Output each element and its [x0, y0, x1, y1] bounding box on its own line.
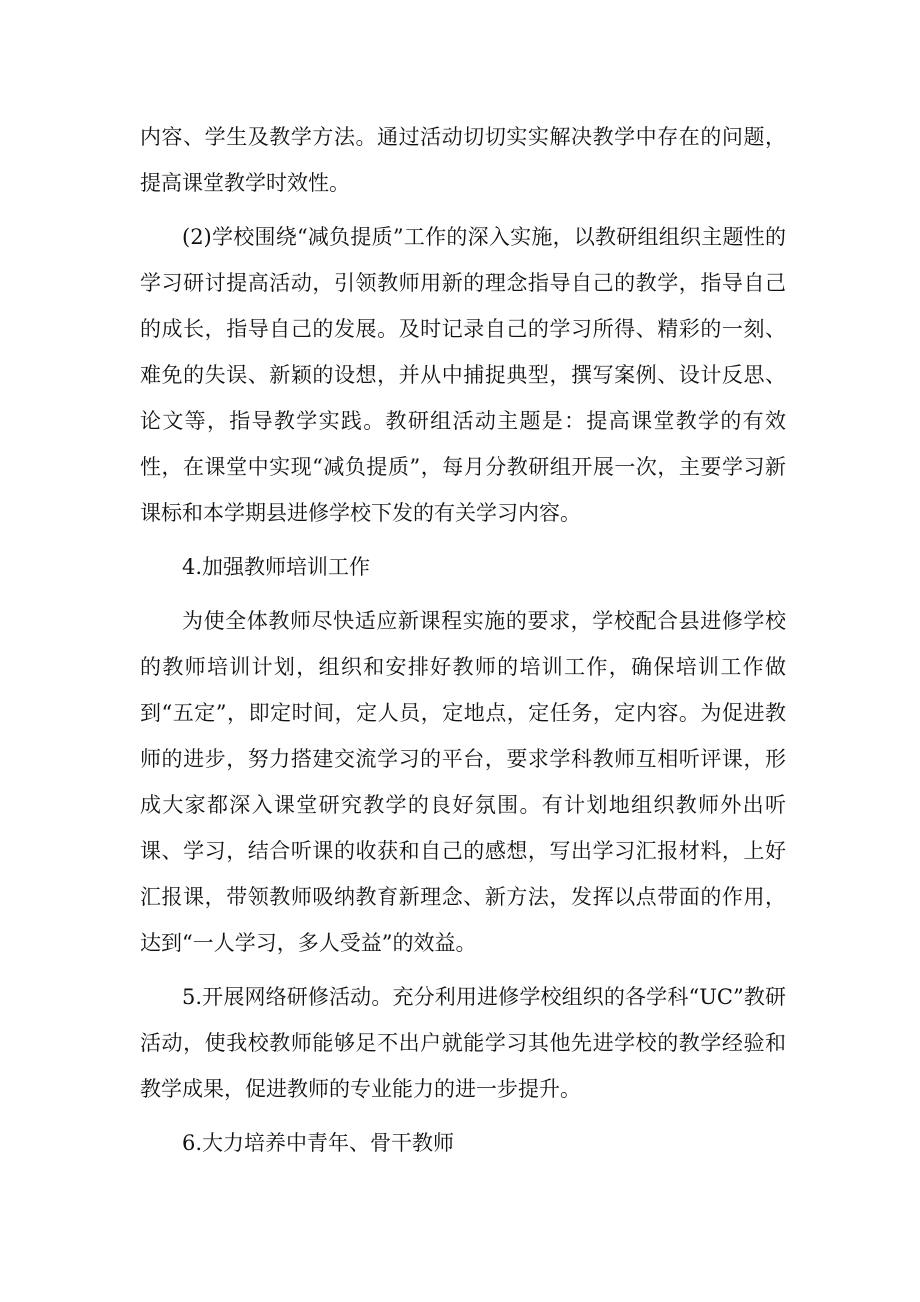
document-body: [140, 114, 786, 1174]
paragraph-teacher-training: 为使全体教师尽快适应新课程实施的要求，学校配合县进修学校的教师培训计划，组织和安排好教师的培训工作，确保培训工作做到“五定”，即定时间，定人员，定地点，定任务，定内容。为促进教师的进步，努力搭建交流学习的平台，要求学科教师互相听评课，形成大家都深入课堂研究教学的良好氛围。有计划地组织教师外出听课、学习，结合听课的收获和自己的感想，写出学习汇报材料，上好汇报课，带领教师吸纳教育新理念、新方法，发挥以点带面的作用，达到“一人学习，多人受益”的效益。: [140, 609, 786, 955]
paragraph-online-training: 5.开展网络研修活动。充分利用进修学校组织的各学科“UC”教研活动，使我校教师能够足不出户就能学习其他先进学校的教学经验和教学成果，促进教师的专业能力的进一步提升。: [140, 985, 786, 1101]
heading-backbone-teachers: 6.大力培养中青年、骨干教师: [182, 1131, 455, 1155]
paragraph-reduce-burden: (2)学校围绕“减负提质”工作的深入实施，以教研组组织主题性的学习研讨提高活动，引领教师用新的理念指导自己的教学，指导自己的成长，指导自己的发展。及时记录自己的学习所得、精彩的一刻、难免的失误、新颖的设想，并从中捕捉典型，撰写案例、设计反思、论文等，指导教学实践。教研组活动主题是：提高课堂教学的有效性，在课堂中实现“减负提质”，每月分教研组开展一次，主要学习新课标和本学期县进修学校下发的有关学习内容。: [140, 225, 786, 525]
heading-teacher-training: 4.加强教师培训工作: [182, 555, 371, 579]
paragraph-continuation: 内容、学生及教学方法。通过活动切切实实解决教学中存在的问题，提高课堂教学时效性。: [140, 125, 786, 195]
